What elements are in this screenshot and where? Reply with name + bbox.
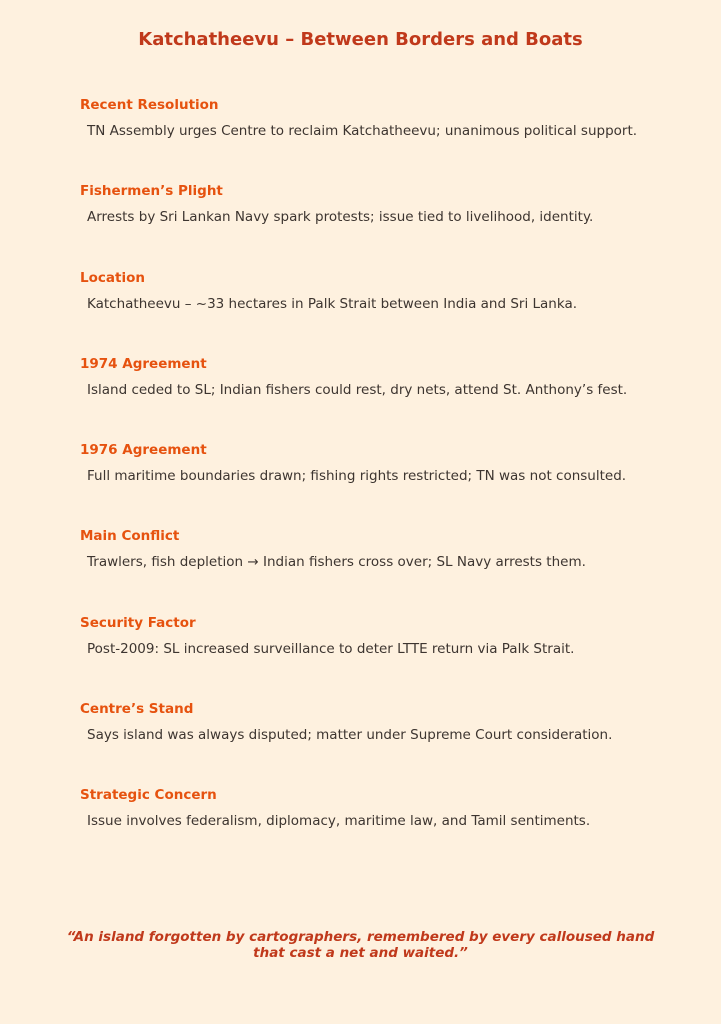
section-text: Issue involves federalism, diplomacy, maritime law, and Tamil sentiments. [87, 813, 591, 830]
section-1976-agreement [80, 441, 700, 527]
section-heading: Strategic Concern [80, 787, 217, 804]
section-text: Full maritime boundaries drawn; fishing rights restricted; TN was not consulted. [87, 468, 627, 485]
section-centres-stand [80, 700, 700, 786]
section-heading: Security Factor [80, 614, 196, 631]
section-fishermens-plight [80, 182, 700, 268]
closing-quote [60, 929, 661, 961]
section-heading: Location [80, 269, 145, 286]
section-security-factor [80, 614, 700, 700]
section-text: Says island was always disputed; matter under Supreme Court consideration. [87, 727, 613, 744]
section-heading: Centre’s Stand [80, 701, 194, 718]
section-heading: Main Conflict [80, 528, 180, 545]
page-title: Katchatheevu – Between Borders and Boats [138, 29, 583, 50]
quote-line-1: “An island forgotten by cartographers, remembered by every calloused hand [66, 929, 655, 945]
section-text: Trawlers, fish depletion → Indian fishers cross over; SL Navy arrests them. [87, 554, 586, 571]
sections-list [80, 96, 700, 873]
section-location [80, 269, 700, 355]
section-text: Katchatheevu – ~33 hectares in Palk Strait between India and Sri Lanka. [87, 295, 578, 312]
section-recent-resolution [80, 96, 700, 182]
quote-line-2: that cast a net and waited.” [253, 945, 468, 961]
section-strategic-concern [80, 786, 700, 872]
section-heading: Recent Resolution [80, 97, 219, 113]
section-text: Island ceded to SL; Indian fishers could rest, dry nets, attend St. Anthony’s fest. [87, 381, 628, 398]
section-1974-agreement [80, 355, 700, 441]
section-text: Arrests by Sri Lankan Navy spark protests; issue tied to livelihood, identity. [87, 209, 594, 226]
section-heading: Fishermen’s Plight [80, 183, 223, 200]
section-main-conflict [80, 527, 700, 613]
section-text: TN Assembly urges Centre to reclaim Katchatheevu; unanimous political support. [87, 123, 638, 139]
section-heading: 1974 Agreement [80, 355, 207, 372]
section-heading: 1976 Agreement [80, 442, 207, 459]
section-text: Post-2009: SL increased surveillance to deter LTTE return via Palk Strait. [87, 640, 575, 657]
